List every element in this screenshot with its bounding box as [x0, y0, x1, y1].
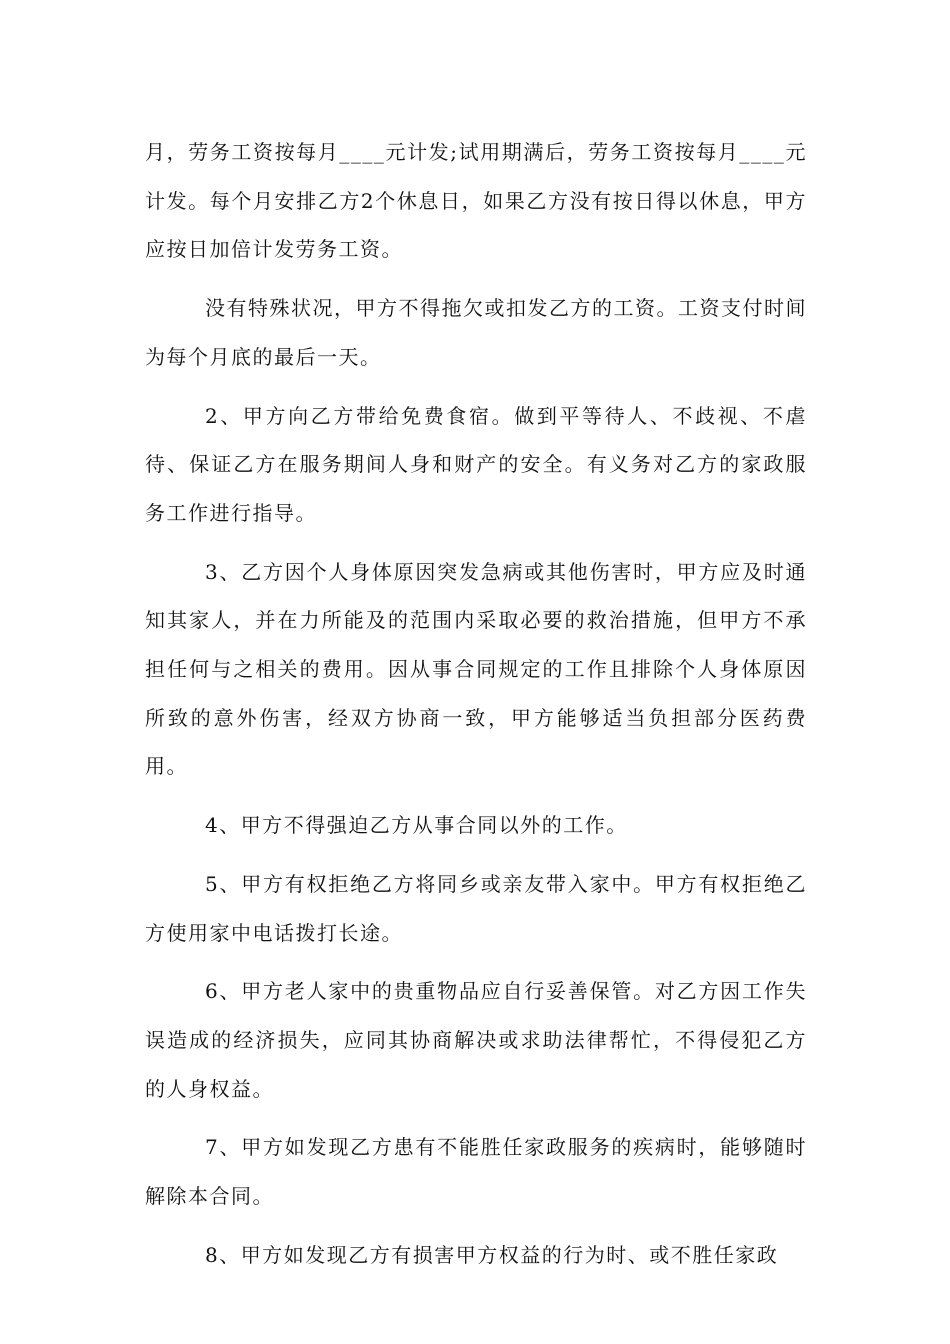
paragraph: 4、甲方不得强迫乙方从事合同以外的工作。 — [205, 813, 628, 838]
paragraph: 6、甲方老人家中的贵重物品应自行妥善保管。对乙方因工作失误造成的经济损失，应同其协商解决或求助法律帮忙，不得侵犯乙方的人身权益。 — [145, 979, 807, 1101]
paragraph: 8、甲方如发现乙方有损害甲方权益的行为时、或不胜任家政 — [205, 1242, 779, 1267]
document-body — [145, 128, 807, 1289]
paragraph: 5、甲方有权拒绝乙方将同乡或亲友带入家中。甲方有权拒绝乙方使用家中电话拨打长途。 — [145, 871, 807, 945]
paragraph: 没有特殊状况，甲方不得拖欠或扣发乙方的工资。工资支付时间为每个月底的最后一天。 — [145, 296, 807, 369]
paragraph: 2、甲方向乙方带给免费食宿。做到平等待人、不歧视、不虐待、保证乙方在服务期间人身和财产的安全。有义务对乙方的家政服务工作进行指导。 — [145, 403, 807, 525]
paragraph: 7、甲方如发现乙方患有不能胜任家政服务的疾病时，能够随时解除本合同。 — [145, 1135, 807, 1209]
paragraph: 3、乙方因个人身体原因突发急病或其他伤害时，甲方应及时通知其家人，并在力所能及的范围内采取必要的救治措施，但甲方不承担任何与之相关的费用。因从事合同规定的工作且排除个人身体原因所致的意外伤害，经双方协商一致，甲方能够适当负担部分医药费用。 — [145, 559, 807, 779]
paragraph: 月，劳务工资按每月____元计发;试用期满后，劳务工资按每月____元计发。每个月安排乙方2个休息日，如果乙方没有按日得以休息，甲方应按日加倍计发劳务工资。 — [145, 140, 807, 262]
